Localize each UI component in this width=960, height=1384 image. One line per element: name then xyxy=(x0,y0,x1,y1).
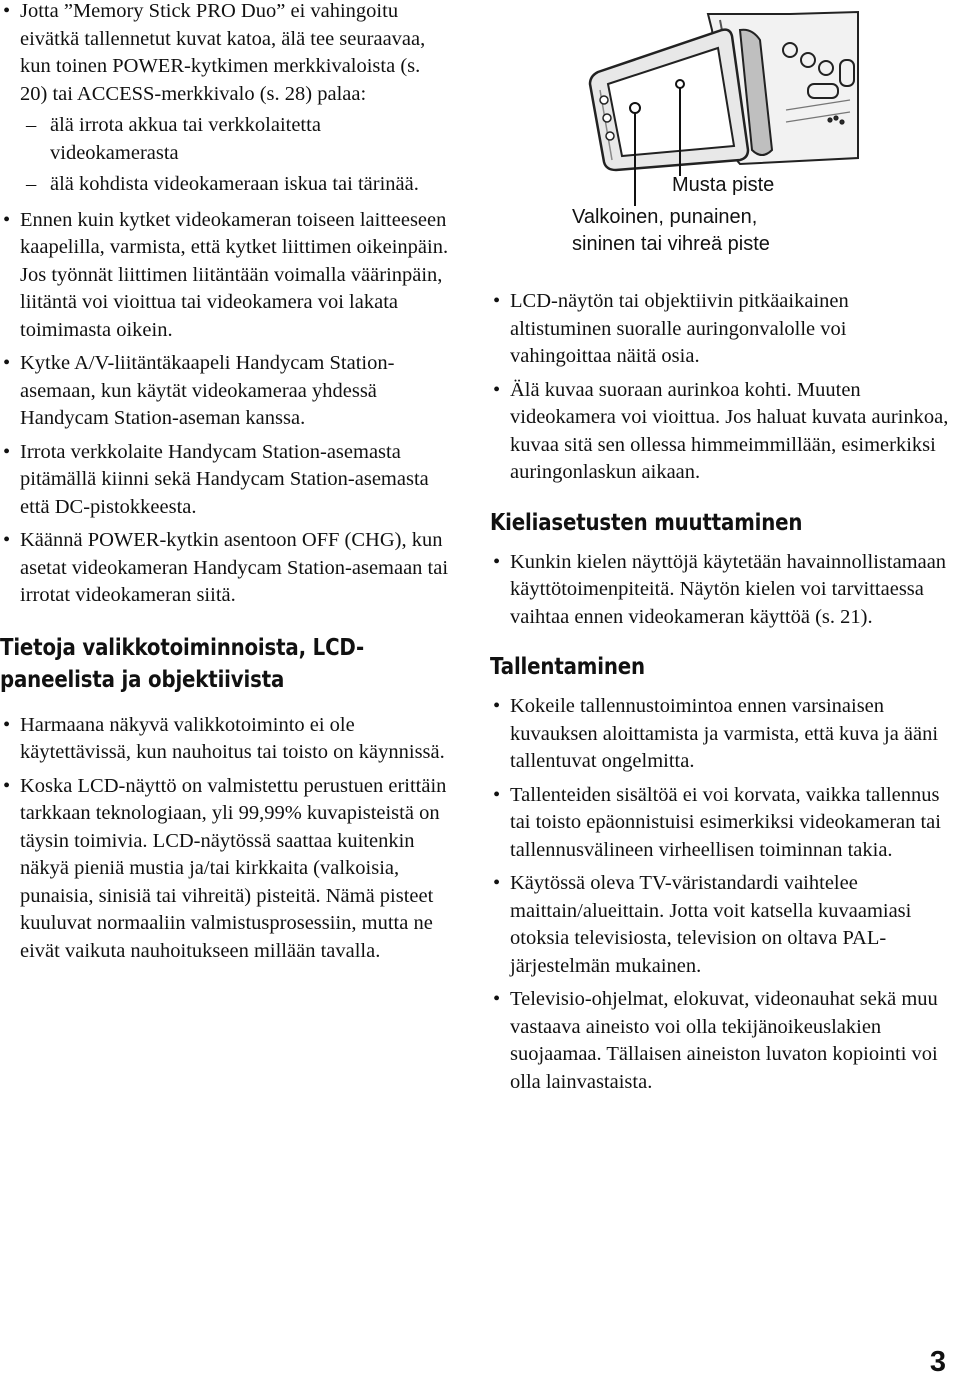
list-item xyxy=(0,0,450,199)
lcd-panel xyxy=(590,30,748,170)
list-item: • Kytke A/V-liitäntäkaapeli Handycam Station-asemaan, kun käytät videokameraa yhdessä Handycam Station-aseman kanssa. xyxy=(0,350,450,433)
list-item: • Älä kuvaa suoraan aurinkoa kohti. Muuten videokamera voi vioittua. Jos haluat kuvata aurinkoa, kuvaa sitä sen ollessa himmeimmillään, esimerkiksi auringonlaskun aikaan. xyxy=(490,377,950,487)
list-item: • Televisio-ohjelmat, elokuvat, videonauhat sekä muu vastaava aineisto voi olla tekijänoikeuslakien suojaamaa. Tällaisen aineiston luvaton kopiointi voi olla lainvastaista. xyxy=(490,986,950,1096)
caption-color-dot-line1: Valkoinen, punainen, xyxy=(572,206,758,228)
list-item: • Kunkin kielen näyttöjä käytetään havainnollistamaan käyttötoimenpiteitä. Näytön kielen voi tarvittaessa vaihtaa ennen videokameran käyttöä (s. 21). xyxy=(490,549,950,632)
sub-list-item: – älä irrota akkua tai verkkolaitetta videokamerasta xyxy=(20,112,450,167)
list-item: • Tallenteiden sisältöä ei voi korvata, vaikka tallennus tai toisto epäonnistuisi esimerkiksi videokameran tai tallennusvälineen virheellisen toiminnan takia. xyxy=(490,782,950,865)
list-item: • Harmaana näkyvä valikkotoiminto ei ole käytettävissä, kun nauhoitus tai toisto on käynnissä. xyxy=(0,712,450,767)
list-item: • Käännä POWER-kytkin asentoon OFF (CHG), kun asetat videokameran Handycam Station-asemaan tai irrotat videokameran siitä. xyxy=(0,527,450,610)
list-item: • LCD-näytön tai objektiivin pitkäaikainen altistuminen suoralle auringonvalolle voi vahingoittaa näitä osia. xyxy=(490,288,950,371)
list-item: • Käytössä oleva TV-väristandardi vaihtelee maittain/alueittain. Jotta voit katsella kuvaamiasi otoksia televisiosta, television on oltava PAL-järjestelmän mukainen. xyxy=(490,870,950,980)
recording-bullets xyxy=(490,693,950,1096)
white-dot-marker xyxy=(630,103,640,113)
right-bullets-top xyxy=(490,288,950,487)
left-bullets-top xyxy=(0,0,450,610)
lcd-screen-illustration xyxy=(490,0,950,270)
caption-black-dot: Musta piste xyxy=(672,174,775,196)
list-item: • Kokeile tallennustoimintoa ennen varsinaisen kuvauksen aloittamista ja varmista, että kuva ja ääni tallentuvat ongelmitta. xyxy=(490,693,950,776)
sub-list-item: – älä kohdista videokameraan iskua tai tärinää. xyxy=(20,171,450,199)
left-column xyxy=(0,0,450,971)
list-item: • Ennen kuin kytket videokameran toiseen laitteeseen kaapelilla, varmista, että kytket liittimen oikeinpäin. Jos työnnät liittimen liitäntään voimalla väärinpäin, liitäntä voi vioittua tai videokamera voi lakata toimimasta oikein. xyxy=(0,207,450,345)
left-section-bullets xyxy=(0,712,450,966)
sub-list xyxy=(20,112,450,199)
section-heading-menu-lcd-lens: Tietoja valikkotoiminnoista, LCD-paneelista ja objektiivista xyxy=(0,634,365,693)
caption-color-dot-line2: sininen tai vihreä piste xyxy=(572,233,770,255)
page-number: 3 xyxy=(929,1346,946,1378)
list-item: • Koska LCD-näyttö on valmistettu perustuen erittäin tarkkaan teknologiaan, yli 99,99% kuvapisteistä on täysin toimivia. LCD-näytössä saattaa kuitenkin näkyä pieniä mustia ja/tai kirkkaita (valkoisia, punaisia, sinisiä tai vihreitä) pisteitä. Nämä pisteet kuuluvat normaaliin valmistusprosessiin, mutta ne eivät vaikuta nauhoitukseen millään tavalla. xyxy=(0,773,450,966)
right-text-flow xyxy=(490,288,950,1102)
black-dot-marker xyxy=(676,80,684,88)
memory-stick-warning: Jotta ”Memory Stick PRO Duo” ei vahingoitu eivätkä tallennetut kuvat katoa, älä tee seuraavaa, kun toinen POWER-kytkimen merkkivaloista (s. 20) tai ACCESS-merkkivalo (s. 28) palaa: xyxy=(20,0,426,105)
language-bullets xyxy=(490,549,950,632)
list-item: • Irrota verkkolaite Handycam Station-asemasta pitämällä kiinni sekä Handycam Station-asemasta että DC-pistokkeesta. xyxy=(0,439,450,522)
section-heading-language: Kieliasetusten muuttaminen xyxy=(490,509,803,536)
section-heading-recording: Tallentaminen xyxy=(490,654,645,680)
